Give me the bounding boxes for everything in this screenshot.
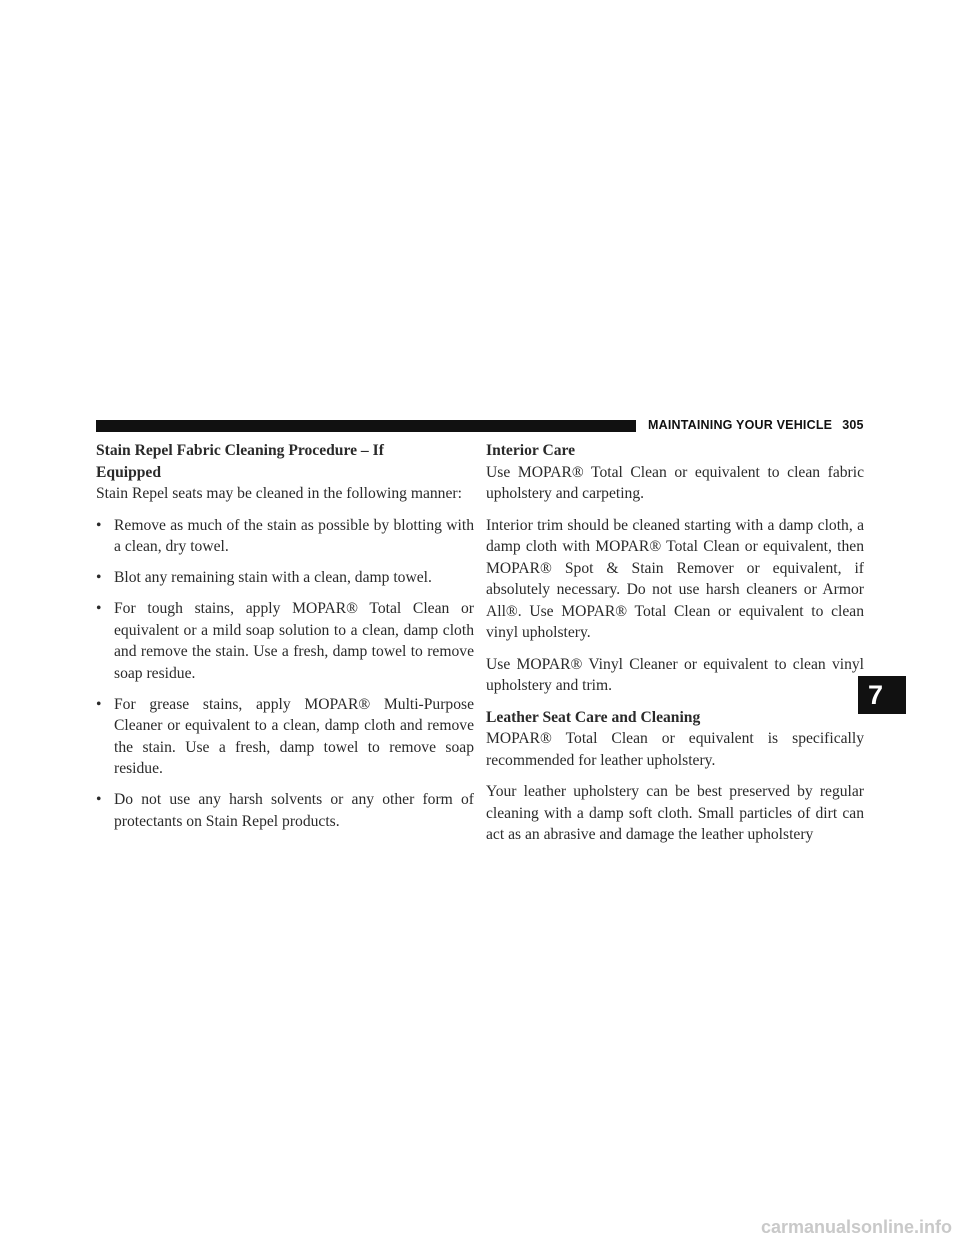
interior-care-heading: Interior Care bbox=[486, 442, 576, 459]
stain-repel-intro: Stain Repel seats may be cleaned in the following manner: bbox=[96, 485, 462, 502]
leather-paragraph-2: Your leather upholstery can be best preserved by regular cleaning with a damp soft cloth. Small particles of dirt can act as an abrasive and damage the leather upholstery bbox=[486, 783, 864, 843]
list-item: • Blot any remaining stain with a clean, damp towel. bbox=[96, 569, 432, 586]
running-header bbox=[648, 418, 864, 432]
list-item: • Remove as much of the stain as possible by blotting with a clean, dry towel. bbox=[96, 516, 474, 555]
list-item: • For grease stains, apply MOPAR® Multi-Purpose Cleaner or equivalent to a clean, damp cloth and remove the stain. Use a fresh, damp towel to remove soap residue. bbox=[96, 695, 474, 777]
list-item: • Do not use any harsh solvents or any other form of protectants on Stain Repel products. bbox=[96, 791, 474, 830]
leather-care-heading: Leather Seat Care and Cleaning bbox=[486, 708, 701, 726]
stain-repel-heading: Stain Repel Fabric Cleaning Procedure – If Equipped bbox=[96, 442, 384, 481]
list-item: • For tough stains, apply MOPAR® Total Clean or equivalent or a mild soap solution to a clean, damp cloth and remove the stain. Use a fresh, damp towel to remove soap residue. bbox=[96, 600, 474, 682]
leather-paragraph-1: MOPAR® Total Clean or equivalent is specifically recommended for leather upholstery. bbox=[486, 730, 864, 769]
interior-paragraph-2: Interior trim should be cleaned starting with a damp cloth, a damp cloth with MOPAR® Total Clean or equivalent, then MOPAR® Spot & Stain Remover or equivalent, if absolutely necessary. Do not use harsh cleaners or Armor All®. Use MOPAR® Total Clean or equivalent to clean vinyl upholstery. bbox=[486, 516, 864, 641]
section-title: MAINTAINING YOUR VEHICLE bbox=[648, 418, 833, 432]
page-number: 305 bbox=[842, 418, 864, 432]
stain-repel-list bbox=[96, 515, 474, 833]
interior-paragraph-1: Use MOPAR® Total Clean or equivalent to clean fabric upholstery and carpeting. bbox=[486, 463, 864, 502]
left-column bbox=[96, 440, 474, 842]
header-rule bbox=[96, 420, 636, 432]
interior-paragraph-3: Use MOPAR® Vinyl Cleaner or equivalent to clean vinyl upholstery and trim. bbox=[486, 655, 864, 694]
chapter-tab: 7 bbox=[858, 676, 906, 714]
watermark: carmanualsonline.info bbox=[760, 1217, 952, 1237]
right-column bbox=[486, 440, 864, 856]
